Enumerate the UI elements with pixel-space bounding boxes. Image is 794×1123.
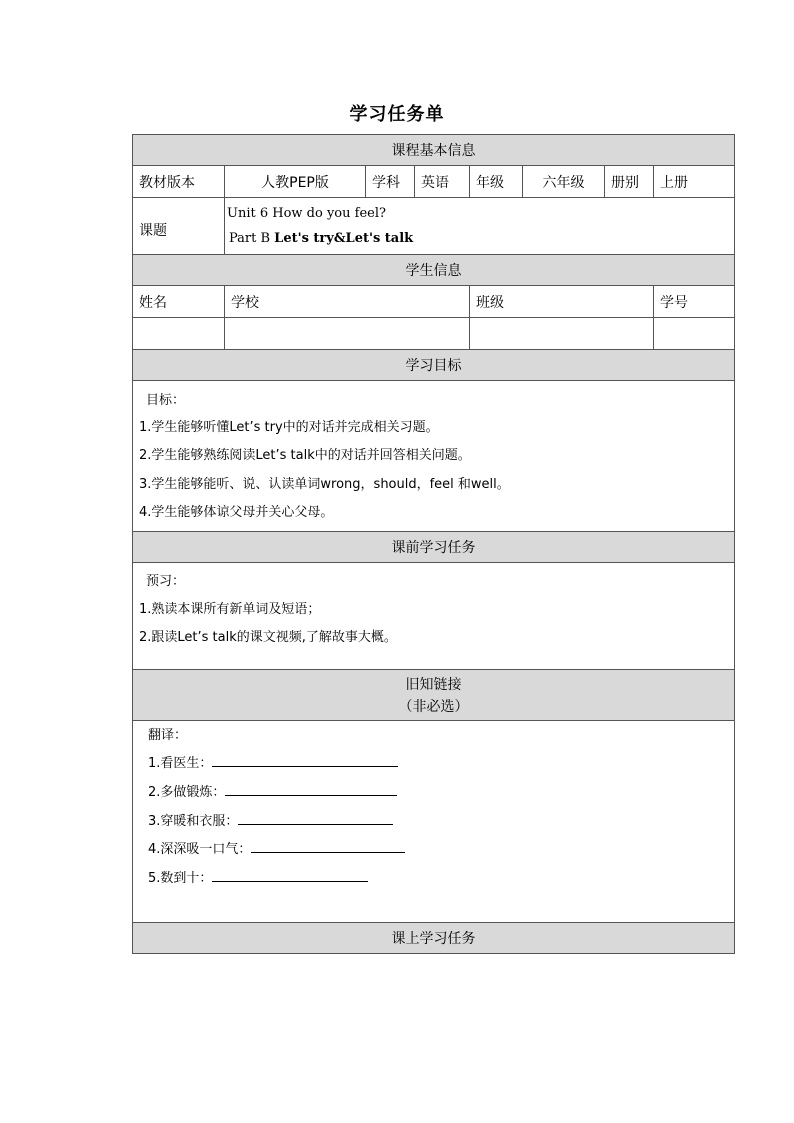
objectives-intro: 目标：: [146, 393, 186, 408]
review-item: [148, 838, 405, 857]
subject-value: 英语: [415, 166, 470, 198]
answer-blank[interactable]: [251, 838, 405, 853]
answer-blank[interactable]: [212, 867, 368, 882]
student-info-header: 学生信息: [133, 255, 735, 286]
review-content: [133, 721, 735, 923]
student-info-input-row: [133, 318, 735, 350]
name-field[interactable]: [133, 318, 225, 350]
volume-value: 上册: [654, 166, 735, 198]
review-header-title: 旧知链接: [405, 677, 462, 693]
volume-label: 册别: [605, 166, 654, 198]
pre-class-item: 1.熟读本课所有新单词及短语；: [139, 602, 321, 617]
review-header-note: （非必选）: [398, 699, 469, 715]
school-field[interactable]: [225, 318, 470, 350]
grade-label: 年级: [470, 166, 523, 198]
topic-unit-line: Unit 6 How do you feel?: [227, 205, 386, 221]
review-item: [148, 810, 393, 829]
objectives-header: 学习目标: [133, 350, 735, 381]
student-info-header-row: [133, 255, 735, 286]
course-info-header: 课程基本信息: [133, 135, 735, 166]
answer-blank[interactable]: [238, 810, 393, 825]
student-id-label: 学号: [654, 286, 735, 318]
pre-class-header-row: [133, 532, 735, 563]
subject-label: 学科: [366, 166, 415, 198]
class-label: 班级: [470, 286, 654, 318]
objectives-row: [133, 381, 735, 532]
topic-row: [133, 198, 735, 255]
objective-item: 3.学生能够能听、说、认读单词wrong，should，feel 和well。: [139, 477, 510, 492]
review-item: [148, 781, 397, 800]
pre-class-intro: 预习：: [146, 574, 186, 589]
review-header: [133, 670, 735, 721]
grade-value: 六年级: [523, 166, 605, 198]
objectives-content: [133, 381, 735, 532]
objective-item: 1.学生能够听懂Let’s try中的对话并完成相关习题。: [139, 420, 439, 435]
textbook-label: 教材版本: [133, 166, 225, 198]
topic-part-title: Let's try&Let's talk: [274, 230, 414, 246]
page-title: 学习任务单: [349, 104, 445, 125]
topic-part-line: [227, 229, 728, 249]
objectives-header-row: [133, 350, 735, 381]
task-sheet-table: [132, 134, 735, 954]
pre-class-content: [133, 563, 735, 670]
review-intro: 翻译：: [148, 728, 188, 743]
course-info-header-row: [133, 135, 735, 166]
review-item: [148, 867, 368, 886]
in-class-header-row: [133, 923, 735, 954]
answer-blank[interactable]: [225, 781, 397, 796]
review-header-row: [133, 670, 735, 721]
review-row: [133, 721, 735, 923]
review-item-label: 4.深深吸一口气：: [148, 842, 252, 857]
student-id-field[interactable]: [654, 318, 735, 350]
topic-cell: [225, 198, 735, 255]
answer-blank[interactable]: [212, 752, 398, 767]
review-item-label: 1.看医生：: [148, 756, 213, 771]
review-item-label: 2.多做锻炼：: [148, 785, 226, 800]
textbook-value: 人教PEP版: [225, 166, 366, 198]
review-item-label: 5.数到十：: [148, 871, 213, 886]
objective-item: 2.学生能够熟练阅读Let’s talk中的对话并回答相关问题。: [139, 448, 471, 463]
course-info-row: [133, 166, 735, 198]
topic-part-prefix: Part B: [229, 230, 275, 246]
school-label: 学校: [225, 286, 470, 318]
pre-class-row: [133, 563, 735, 670]
review-item: [148, 752, 398, 771]
review-item-label: 3.穿暖和衣服：: [148, 814, 239, 829]
in-class-header: 课上学习任务: [133, 923, 735, 954]
pre-class-item: 2.跟读Let’s talk的课文视频,了解故事大概。: [139, 630, 397, 645]
class-field[interactable]: [470, 318, 654, 350]
objective-item: 4.学生能够体谅父母并关心父母。: [139, 505, 334, 520]
pre-class-header: 课前学习任务: [133, 532, 735, 563]
name-label: 姓名: [133, 286, 225, 318]
topic-label: 课题: [133, 198, 225, 255]
student-info-label-row: [133, 286, 735, 318]
